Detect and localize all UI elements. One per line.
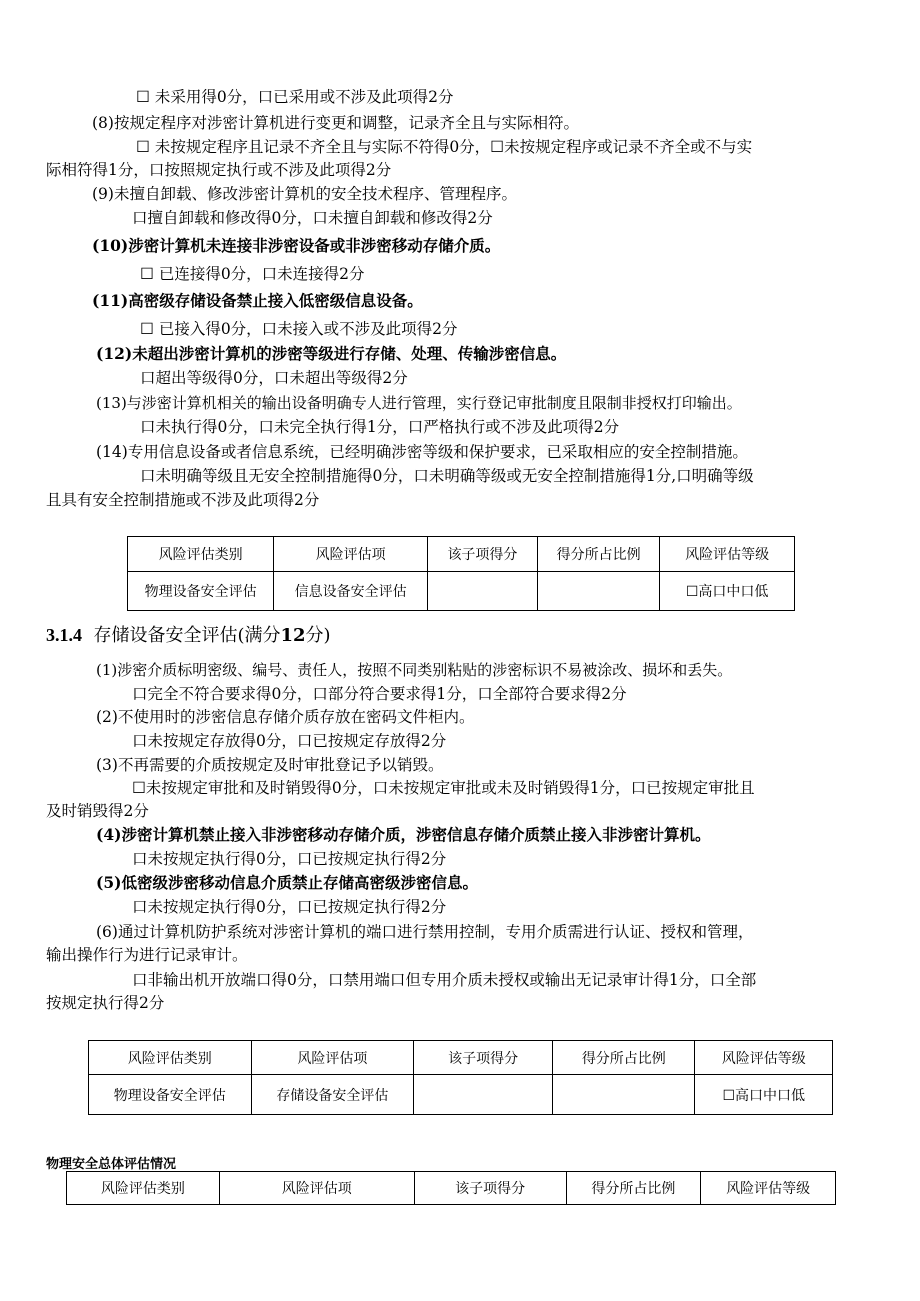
overall-assessment-label: 物理安全总体评估情况 xyxy=(46,1157,177,1172)
text-line: 口未执行得0分，口未完全执行得1分，口严格执行或不涉及此项得2分 xyxy=(140,418,620,436)
text-line: 按规定执行得2分 xyxy=(46,994,165,1012)
table-cell-score[interactable] xyxy=(427,572,537,611)
item-heading: (8)按规定程序对涉密计算机进行变更和调整，记录齐全且与实际相符。 xyxy=(92,114,579,132)
table-header-cell: 得分所占比例 xyxy=(537,537,659,572)
item-heading: (4)涉密计算机禁止接入非涉密移动存储介质，涉密信息存储介质禁止接入非涉密计算机。 xyxy=(96,825,711,844)
table-header-cell: 风险评估等级 xyxy=(695,1041,833,1075)
table-header-cell: 风险评估项 xyxy=(219,1172,414,1205)
item-heading: (9)未擅自卸载、修改涉密计算机的安全技术程序、管理程序。 xyxy=(92,185,517,203)
table-header-cell: 风险评估项 xyxy=(274,537,428,572)
table-header-cell: 风险评估等级 xyxy=(660,537,795,572)
text-line: 际相符得1分，口按照规定执行或不涉及此项得2分 xyxy=(46,161,392,179)
text-line: 输出操作行为进行记录审计。 xyxy=(46,946,248,964)
text-line: 口未按规定存放得0分，口已按规定存放得2分 xyxy=(132,732,447,750)
table-header-cell: 风险评估项 xyxy=(251,1041,414,1075)
text-line: 且具有安全控制措施或不涉及此项得2分 xyxy=(46,491,320,509)
section-unit: 分) xyxy=(305,625,331,646)
item-heading: (10)涉密计算机未连接非涉密设备或非涉密移动存储介质。 xyxy=(92,236,501,255)
table-header-cell: 得分所占比例 xyxy=(566,1172,701,1205)
text-line: 口完全不符合要求得0分，口部分符合要求得1分，口全部符合要求得2分 xyxy=(132,685,627,703)
section-heading xyxy=(46,624,331,647)
table-cell-category: 物理设备安全评估 xyxy=(89,1075,252,1115)
table-cell-item: 信息设备安全评估 xyxy=(274,572,428,611)
risk-table-storage-device xyxy=(88,1040,833,1115)
text-line: 口未按规定执行得0分，口已按规定执行得2分 xyxy=(132,850,447,868)
table-cell-item: 存储设备安全评估 xyxy=(251,1075,414,1115)
table-cell-level[interactable]: ☐高口中口低 xyxy=(660,572,795,611)
item-heading: (2)不使用时的涉密信息存储介质存放在密码文件柜内。 xyxy=(96,708,475,726)
text-line: 口未按规定执行得0分，口已按规定执行得2分 xyxy=(132,898,447,916)
text-line: ☐ 未按规定程序且记录不齐全且与实际不符得0分，☐未按规定程序或记录不齐全或不与实 xyxy=(136,138,753,156)
table-cell-ratio[interactable] xyxy=(537,572,659,611)
table-header-cell: 风险评估等级 xyxy=(701,1172,836,1205)
section-number: 3.1.4 xyxy=(46,625,82,645)
item-heading: (1)涉密介质标明密级、编号、责任人，按照不同类别粘贴的涉密标识不易被涂改、损坏和丢失。 xyxy=(96,661,733,679)
text-line: 口擅自卸载和修改得0分，口未擅自卸载和修改得2分 xyxy=(132,209,493,227)
item-heading: (14)专用信息设备或者信息系统，已经明确涉密等级和保护要求，已采取相应的安全控制措施。 xyxy=(96,443,748,461)
table-cell-level[interactable]: ☐高口中口低 xyxy=(695,1075,833,1115)
table-header-cell: 风险评估类别 xyxy=(89,1041,252,1075)
item-heading: (12)未超出涉密计算机的涉密等级进行存储、处理、传输涉密信息。 xyxy=(96,344,567,363)
risk-table-overall xyxy=(66,1171,836,1205)
table-header-cell: 该子项得分 xyxy=(414,1041,553,1075)
item-heading: (11)高密级存储设备禁止接入低密级信息设备。 xyxy=(92,291,423,310)
text-line: 口超出等级得0分，口未超出等级得2分 xyxy=(140,369,408,387)
risk-table-info-device xyxy=(127,536,795,611)
section-max-score: 12 xyxy=(280,625,306,646)
text-line: ☐ 已接入得0分，口未接入或不涉及此项得2分 xyxy=(140,320,458,338)
table-cell-score[interactable] xyxy=(414,1075,553,1115)
text-line: 口非输出机开放端口得0分，口禁用端口但专用介质未授权或输出无记录审计得1分，口全部 xyxy=(132,971,757,989)
item-heading: (6)通过计算机防护系统对涉密计算机的端口进行禁用控制，专用介质需进行认证、授权和管理， xyxy=(96,923,754,941)
table-header-cell: 得分所占比例 xyxy=(553,1041,695,1075)
item-heading: (13)与涉密计算机相关的输出设备明确专人进行管理，实行登记审批制度且限制非授权打印输出。 xyxy=(96,394,742,412)
table-cell-category: 物理设备安全评估 xyxy=(128,572,274,611)
table-header-cell: 该子项得分 xyxy=(427,537,537,572)
text-line: ☐ 未采用得0分，口已采用或不涉及此项得2分 xyxy=(136,88,454,106)
table-cell-ratio[interactable] xyxy=(553,1075,695,1115)
text-line: ☐未按规定审批和及时销毁得0分，口未按规定审批或未及时销毁得1分，口已按规定审批且 xyxy=(132,779,755,797)
text-line: ☐ 已连接得0分，口未连接得2分 xyxy=(140,265,365,283)
table-header-cell: 该子项得分 xyxy=(414,1172,566,1205)
table-header-cell: 风险评估类别 xyxy=(67,1172,220,1205)
table-header-cell: 风险评估类别 xyxy=(128,537,274,572)
item-heading: (3)不再需要的介质按规定及时审批登记予以销毁。 xyxy=(96,756,444,774)
text-line: 口未明确等级且无安全控制措施得0分，口未明确等级或无安全控制措施得1分,口明确等级 xyxy=(140,467,754,485)
section-title: 存储设备安全评估(满分 xyxy=(93,625,281,646)
text-line: 及时销毁得2分 xyxy=(46,802,149,820)
item-heading: (5)低密级涉密移动信息介质禁止存储高密级涉密信息。 xyxy=(96,873,478,892)
